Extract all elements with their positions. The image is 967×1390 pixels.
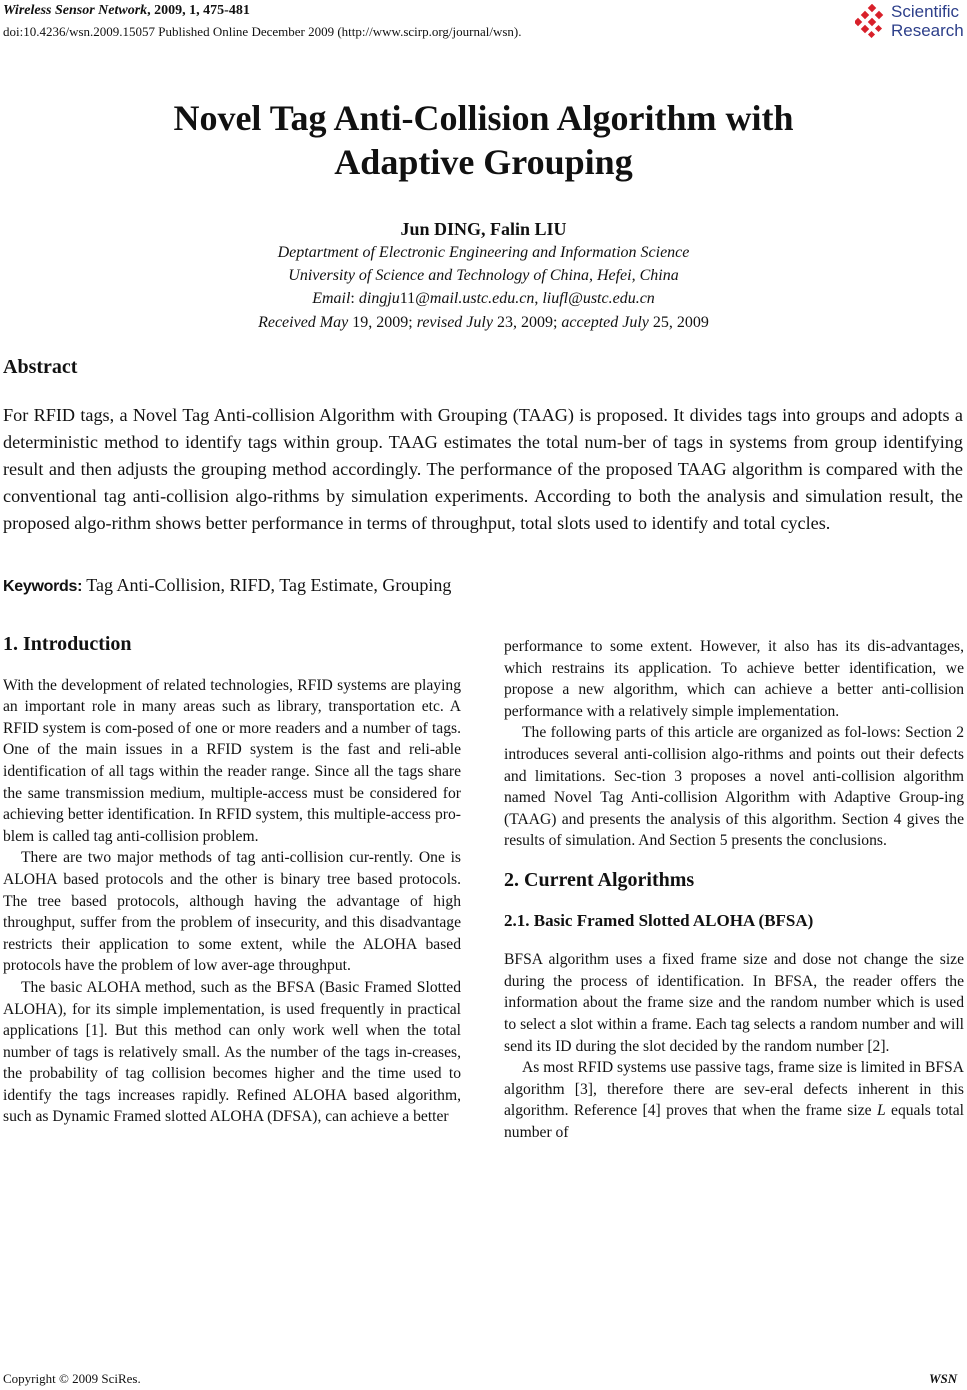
received-dates	[0, 314, 967, 332]
doi-line: doi:10.4236/wsn.2009.15057 Published Online December 2009 (http://www.scirp.org/journal/wsn).	[3, 24, 522, 39]
email-separator: ,	[534, 290, 543, 307]
section-2-heading: 2. Current Algorithms	[504, 868, 695, 891]
logo-word-scientific: Scientific	[891, 2, 960, 21]
intro-paragraph-4: performance to some extent. However, it also has its dis-advantages, which restrains its application. To achieve better identification, we propose a new algorithm, which can achieve a better anti-collision performance with a relatively simple implementation.	[504, 638, 964, 720]
abstract-heading: Abstract	[3, 356, 78, 378]
email-user: dingju	[358, 290, 400, 307]
keywords-text: Tag Anti-Collision, RIFD, Tag Estimate, Grouping	[82, 575, 452, 595]
affiliation-email: Email: dingju11@mail.ustc.edu.cn, liufl@ustc.edu.cn	[312, 290, 655, 307]
keywords	[3, 575, 451, 596]
bfsa-paragraph-2	[504, 1057, 964, 1143]
accepted-date: 25, 2009	[648, 314, 709, 331]
intro-paragraph-3: The basic ALOHA method, such as the BFSA (Basic Framed Slotted ALOHA), for its simple implementation, is used frequently in practical applications [1]. But this method can only work well when the total number of tags is relatively small. As the number of the tags in-creases, the probability of tag collision becomes higher and the time used to identify the tags increases rapidly. Refined ALOHA based algorithm, such as Dynamic Framed slotted ALOHA (DFSA), can achieve a better	[3, 978, 461, 1126]
logo-mark-icon	[855, 4, 889, 38]
right-column	[504, 636, 964, 1143]
title-line-1: Novel Tag Anti-Collision Algorithm with	[173, 98, 794, 138]
journal-name: Wireless Sensor Network	[3, 3, 148, 18]
journal-volume: , 2009, 1, 475-481	[147, 3, 250, 18]
journal-citation	[3, 3, 250, 19]
left-column	[3, 634, 461, 1128]
bfsa-text-a: As most RFID systems use passive tags, frame size is limited in BFSA algorithm [3], therefore there are sev-eral defects inherent in this algorithm. Reference [4] proves that when the frame size	[504, 1059, 964, 1120]
paper-title	[0, 96, 967, 184]
intro-paragraph-1: With the development of related technologies, RFID systems are playing an important role in many areas such as library, transportation etc. A RFID system is com-posed of one or more readers and a number of tags. One of the main issues in a RFID system is the fast and reli-able identification of all tags within the reader range. Since all the tags share the same transmission medium, multiple-access must be considered for achieving better identification. In RFID system, this multiple-access pro-blem is called tag anti-collision problem.	[3, 676, 461, 845]
email-number: 11	[399, 290, 416, 307]
authors: Jun DING, Falin LIU	[400, 219, 567, 239]
revised-label: revised July	[416, 314, 493, 331]
title-line-2: Adaptive Grouping	[334, 142, 633, 182]
keywords-label: Keywords:	[3, 578, 83, 595]
bfsa-paragraph-1: BFSA algorithm uses a fixed frame size and dose not change the size during the process of identification. In BFSA, the reader offers the information about the frame size and the random number which is used to select a slot within a frame. Each tag selects a random number and will send its ID during the slot decided by the random number [2].	[504, 951, 964, 1055]
accepted-label: accepted July	[561, 314, 649, 331]
received-date: 19, 2009;	[348, 314, 417, 331]
affiliation-dept: Deptartment of Electronic Engineering and Information Science	[277, 244, 690, 261]
section-1-heading: 1. Introduction	[3, 633, 132, 655]
email-domain: @mail.ustc.edu.cn	[415, 290, 535, 307]
frame-size-variable: L	[876, 1102, 886, 1120]
abstract-text: For RFID tags, a Novel Tag Anti-collision Algorithm with Grouping (TAAG) is proposed. It divides tags into groups and adopts a deterministic method to identify tags within group. TAAG estimates the total num-ber of tags in systems from group identifying result and then adjusts the grouping method accordingly. The performance of the proposed TAAG algorithm is compared with the conventional tag anti-collision algo-rithms by simulation experiments. According to both the analysis and simulation result, the proposed algo-rithm shows better performance in terms of throughput, total slots used to identify and total cycles.	[3, 405, 963, 533]
intro-paragraph-5: The following parts of this article are organized as fol-lows: Section 2 introduces several anti-collision algo-rithms and points out their defects and limitations. Sec-tion 3 proposes a novel anti-collision algorithm named Novel Tag Anti-collision Algorithm with Adaptive Group-ing (TAAG) and presents the analysis of this algorithm. Section 4 gives the results of simulation. And Section 5 presents the conclusions.	[504, 724, 964, 850]
publisher-logo	[855, 1, 965, 41]
intro-paragraph-2: There are two major methods of tag anti-collision cur-rently. One is ALOHA based protocols and the other is binary tree based protocols. The tree based protocols, although having the advantage of high throughput, suffer from the problem of insecurity, and this disadvantage restricts their application to some extent, while the ALOHA based protocols have the problem of low aver-age throughput.	[3, 849, 461, 975]
logo-word-research: Research	[891, 21, 964, 40]
footer-journal: WSN	[929, 1371, 958, 1386]
received-label: Received May	[258, 314, 349, 331]
bfsa-text-b: equals total number of	[504, 1102, 964, 1141]
affiliation-univ: University of Science and Technology of China, Hefei, China	[288, 267, 679, 284]
revised-date: 23, 2009;	[492, 314, 562, 331]
email-second: liufl@ustc.edu.cn	[542, 290, 655, 307]
copyright: Copyright © 2009 SciRes.	[3, 1371, 141, 1386]
email-label: Email	[312, 290, 351, 307]
section-2-1-heading: 2.1. Basic Framed Slotted ALOHA (BFSA)	[504, 910, 814, 930]
